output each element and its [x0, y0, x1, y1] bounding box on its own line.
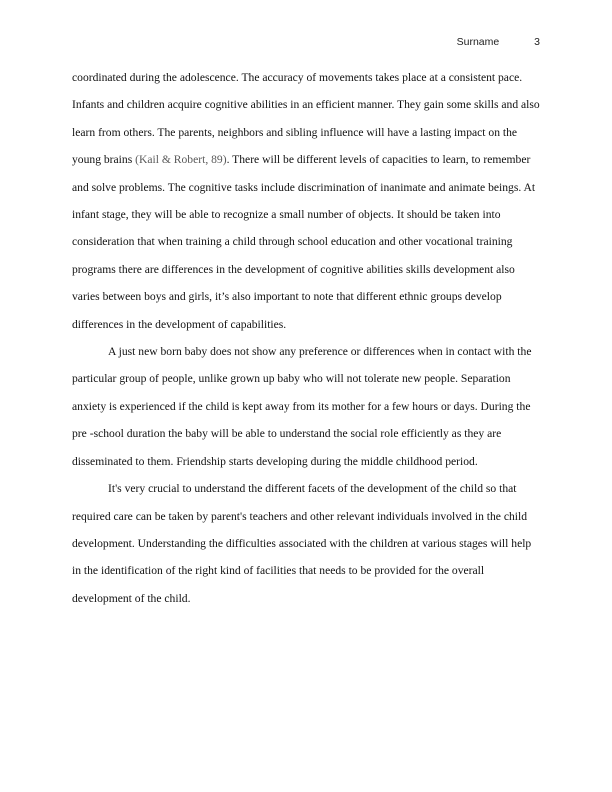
- body-paragraph-2: A just new born baby does not show any preference or differences when in contact with the particular group of people, unlike grown up baby who will not tolerate new people. Separation anxiety is experienced if the child is kept away from its mother for a few hours or days. During the pre -school duration the baby will be able to understand the social role efficiently as they are disseminated to them. Friendship starts developing during the middle childhood period.: [72, 345, 532, 468]
- body-paragraph-1: [72, 64, 540, 338]
- body-paragraph-3: It's very crucial to understand the different facets of the development of the child so that required care can be taken by parent's teachers and other relevant individuals involved in the child development. Understanding the difficulties associated with the children at various stages will help in the identification of the right kind of facilities that needs to be provided for the overall development of the child.: [72, 482, 532, 605]
- header-surname: Surname: [456, 36, 500, 48]
- in-text-citation: (Kail & Robert, 89): [135, 153, 227, 167]
- page-header: [457, 36, 540, 48]
- paragraph-text: . There will be different levels of capacities to learn, to remember and solve problems. The cognitive tasks include discrimination of inanimate and animate beings. At infant stage, they will be able to recognize a small number of objects. It should be taken into consideration that when training a child through school education and other vocational training programs there are differences in the development of cognitive abilities skills development also varies between boys and girls, it’s also important to note that different ethnic groups develop differences in the development of capabilities.: [72, 153, 536, 331]
- document-body: [72, 64, 540, 612]
- paragraph-text: coordinated during the adolescence. The accuracy of movements takes place at a consistent pace. Infants and children acquire cognitive abilities in an efficient manner. They gain some skills and also learn from others. The parents, neighbors and sibling influence will have a lasting impact on the young brains: [72, 71, 540, 167]
- page-number: 3: [534, 36, 540, 48]
